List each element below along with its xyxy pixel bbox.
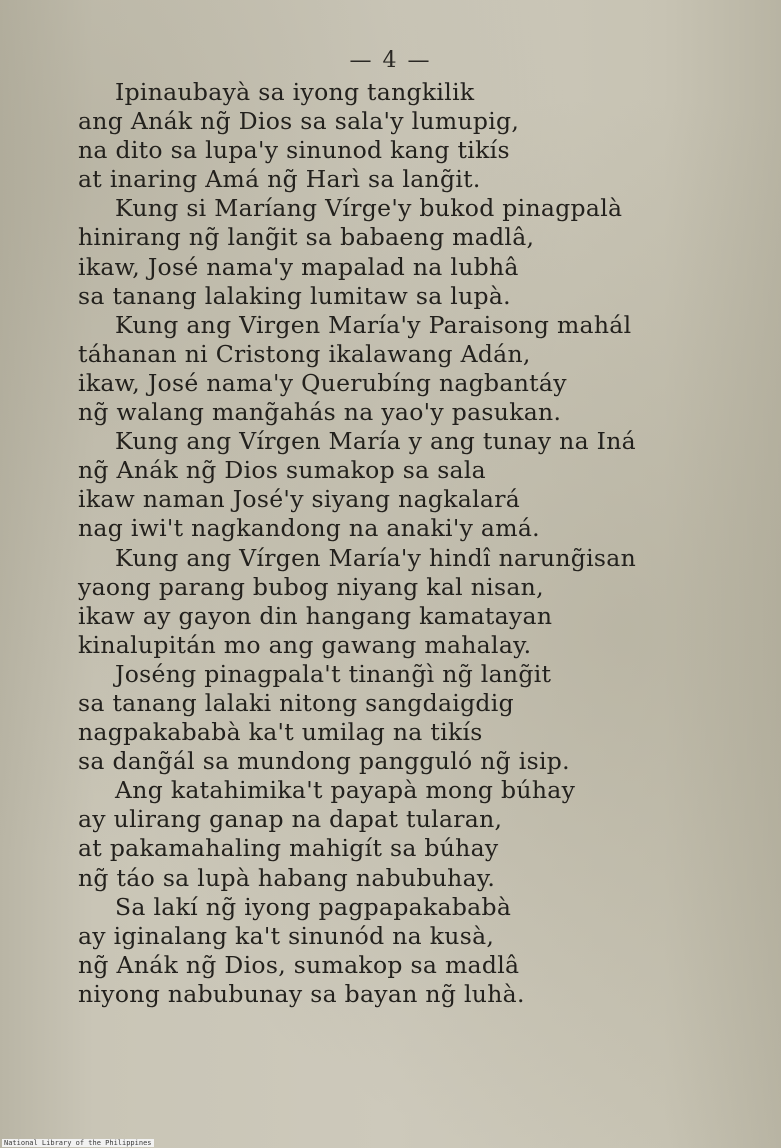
verse-line: ng̃ walang mang̃ahás na yao'y pasukan. [78, 398, 562, 427]
verse-line: ay iginalang ka't sinunód na kusà, [78, 921, 495, 950]
verse-line: ng̃ táo sa lupà habang nabubuhay. [78, 863, 496, 892]
poem-text [78, 78, 718, 1009]
verse-line: na dito sa lupa'y sinunod kang tikís [78, 136, 510, 165]
verse-line: táhanan ni Cristong ikalawang Adán, [78, 339, 531, 368]
verse-line: ng̃ Anák ng̃ Dios, sumakop sa madlâ [78, 950, 520, 979]
verse-line: Ang katahimika't payapà mong búhay [115, 776, 576, 805]
verse-line: ikaw ay gayon din hangang kamatayan [78, 601, 553, 630]
page-number: — 4 — [349, 48, 432, 73]
verse-line: Kung ang Virgen María'y Paraisong mahál [115, 310, 632, 339]
verse-line: Joséng pinagpala't tinang̃ì ng̃ lang̃it [115, 659, 552, 688]
verse-line: at inaring Amá ng̃ Harì sa lang̃it. [78, 165, 481, 194]
verse-line: ang Anák ng̃ Dios sa sala'y lumupig, [78, 107, 520, 136]
verse-line: Kung ang Vírgen María'y hindî narung̃isan [115, 543, 637, 572]
verse-line: nag iwi't nagkandong na anaki'y amá. [78, 514, 540, 543]
verse-line: Kung si Maríang Vírge'y bukod pinagpalà [115, 194, 623, 223]
verse-line: hinirang ng̃ lang̃it sa babaeng madlâ, [78, 223, 535, 252]
verse-line: ng̃ Anák ng̃ Dios sumakop sa sala [78, 456, 486, 485]
verse-line: ikaw naman José'y siyang nagkalará [78, 485, 521, 514]
verse-line: yaong parang bubog niyang kal nisan, [78, 572, 544, 601]
verse-line: ay ulirang ganap na dapat tularan, [78, 805, 503, 834]
verse-line: ikaw, José nama'y mapalad na lubhâ [78, 252, 519, 281]
library-watermark: National Library of the Philippines [4, 1139, 152, 1147]
verse-line: niyong nabubunay sa bayan ng̃ luhà. [78, 979, 525, 1008]
verse-line: Kung ang Vírgen María y ang tunay na Iná [115, 427, 636, 456]
verse-line: sa dang̃ál sa mundong pangguló ng̃ isip. [78, 747, 570, 776]
verse-line: nagpakababà ka't umilag na tikís [78, 718, 483, 747]
verse-line: Ipinaubayà sa iyong tangkilik [115, 78, 475, 106]
verse-line: Sa lakí ng̃ iyong pagpapakababà [115, 892, 512, 921]
verse-line: at pakamahaling mahigít sa búhay [78, 834, 499, 863]
verse-line: kinalupitán mo ang gawang mahalay. [78, 630, 532, 659]
verse-line: ikaw, José nama'y Querubíng nagbantáy [78, 368, 567, 397]
verse-line: sa tanang lalaki nitong sangdaigdig [78, 688, 514, 717]
verse-line: sa tanang lalaking lumitaw sa lupà. [78, 281, 511, 310]
